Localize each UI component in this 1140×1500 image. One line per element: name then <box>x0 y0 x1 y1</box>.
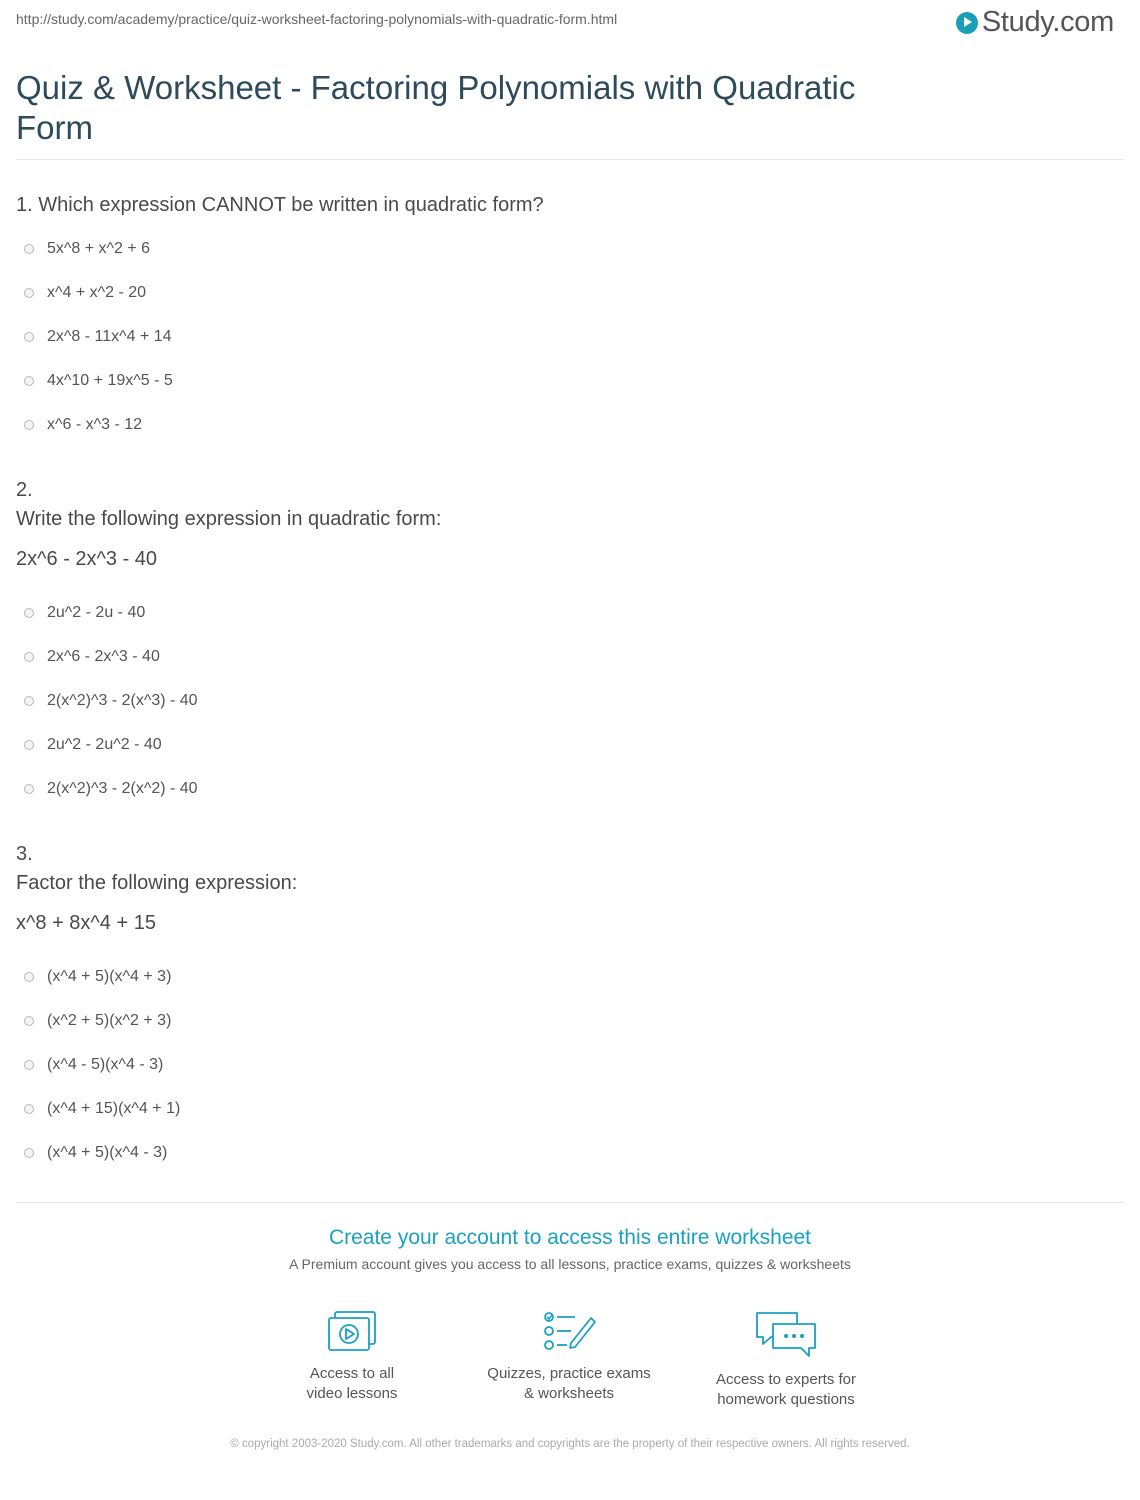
radio-button[interactable] <box>24 1016 34 1026</box>
option-label: (x^4 + 5)(x^4 - 3) <box>47 1144 168 1161</box>
feature-quizzes <box>469 1310 669 1404</box>
question-3-option-4[interactable] <box>24 1100 180 1118</box>
question-3-option-5[interactable] <box>24 1144 167 1162</box>
radio-button[interactable] <box>24 1148 34 1158</box>
radio-button[interactable] <box>24 1104 34 1114</box>
question-1-option-5[interactable] <box>24 416 142 434</box>
feature-line: video lessons <box>306 1385 398 1402</box>
question-3-prompt: Factor the following expression: <box>16 872 298 894</box>
feature-video-lessons <box>252 1310 452 1404</box>
feature-experts <box>686 1310 886 1410</box>
option-label: (x^4 + 5)(x^4 + 3) <box>47 968 172 985</box>
option-label: (x^2 + 5)(x^2 + 3) <box>47 1012 172 1029</box>
question-1-option-3[interactable] <box>24 328 172 346</box>
feature-line: & worksheets <box>523 1385 615 1402</box>
page-title: Quiz & Worksheet - Factoring Polynomials with Quadratic Form <box>16 69 856 146</box>
option-label: (x^4 - 5)(x^4 - 3) <box>47 1056 164 1073</box>
study-logo[interactable] <box>956 6 1114 39</box>
option-label: (x^4 + 15)(x^4 + 1) <box>47 1100 181 1117</box>
question-1-number: 1. <box>16 194 33 216</box>
feature-line: Access to experts for <box>715 1371 857 1388</box>
radio-button[interactable] <box>24 972 34 982</box>
question-1-option-2[interactable] <box>24 284 146 302</box>
copyright-notice: © copyright 2003-2020 Study.com. All other trademarks and copyrights are the property of their respective owners. All rights reserved. <box>230 1438 910 1450</box>
page-url: http://study.com/academy/practice/quiz-worksheet-factoring-polynomials-with-quadratic-form.html <box>16 11 618 27</box>
quiz-checklist-icon <box>541 1310 597 1354</box>
create-account-link[interactable]: Create your account to access this entire worksheet <box>328 1226 812 1249</box>
question-2-number: 2. <box>16 479 33 501</box>
option-label: 2u^2 - 2u - 40 <box>47 604 146 621</box>
radio-button[interactable] <box>24 784 34 794</box>
radio-button[interactable] <box>24 1060 34 1070</box>
question-3-option-3[interactable] <box>24 1056 163 1074</box>
radio-button[interactable] <box>24 696 34 706</box>
premium-description: A Premium account gives you access to all lessons, practice exams, quizzes & worksheets <box>289 1256 851 1272</box>
feature-line: homework questions <box>717 1391 855 1408</box>
question-1-text <box>16 194 544 217</box>
question-2-option-4[interactable] <box>24 736 162 754</box>
option-label: 2(x^2)^3 - 2(x^2) - 40 <box>47 780 198 797</box>
cta-divider <box>16 1202 1124 1203</box>
radio-button[interactable] <box>24 740 34 750</box>
option-label: x^6 - x^3 - 12 <box>47 416 143 433</box>
option-label: 4x^10 + 19x^5 - 5 <box>47 372 173 389</box>
option-label: 2u^2 - 2u^2 - 40 <box>47 736 162 753</box>
radio-button[interactable] <box>24 376 34 386</box>
title-divider <box>16 159 1124 160</box>
question-1-prompt: Which expression CANNOT be written in quadratic form? <box>38 194 544 216</box>
question-2-option-2[interactable] <box>24 648 160 666</box>
option-label: 2x^8 - 11x^4 + 14 <box>47 328 172 345</box>
radio-button[interactable] <box>24 420 34 430</box>
question-1-option-4[interactable] <box>24 372 173 390</box>
play-icon <box>956 12 978 34</box>
question-3-expression: x^8 + 8x^4 + 15 <box>16 912 156 934</box>
feature-line: Access to all <box>309 1365 395 1382</box>
question-2-option-3[interactable] <box>24 692 198 710</box>
question-2-prompt: Write the following expression in quadratic form: <box>16 508 442 530</box>
question-2-option-5[interactable] <box>24 780 198 798</box>
option-label: 2x^6 - 2x^3 - 40 <box>47 648 160 665</box>
radio-button[interactable] <box>24 332 34 342</box>
radio-button[interactable] <box>24 608 34 618</box>
question-2-expression: 2x^6 - 2x^3 - 40 <box>16 548 158 570</box>
question-3-number: 3. <box>16 843 33 865</box>
logo-text: Study.com <box>981 6 1114 38</box>
question-2-option-1[interactable] <box>24 604 145 622</box>
option-label: 2(x^2)^3 - 2(x^3) - 40 <box>47 692 198 709</box>
question-1-option-1[interactable] <box>24 240 150 258</box>
video-lessons-icon <box>326 1310 378 1354</box>
chat-bubbles-icon <box>754 1310 818 1360</box>
question-3-option-2[interactable] <box>24 1012 171 1030</box>
radio-button[interactable] <box>24 288 34 298</box>
feature-line: Quizzes, practice exams <box>487 1365 651 1382</box>
radio-button[interactable] <box>24 652 34 662</box>
option-label: x^4 + x^2 - 20 <box>47 284 147 301</box>
option-label: 5x^8 + x^2 + 6 <box>47 240 151 257</box>
question-3-option-1[interactable] <box>24 968 171 986</box>
radio-button[interactable] <box>24 244 34 254</box>
